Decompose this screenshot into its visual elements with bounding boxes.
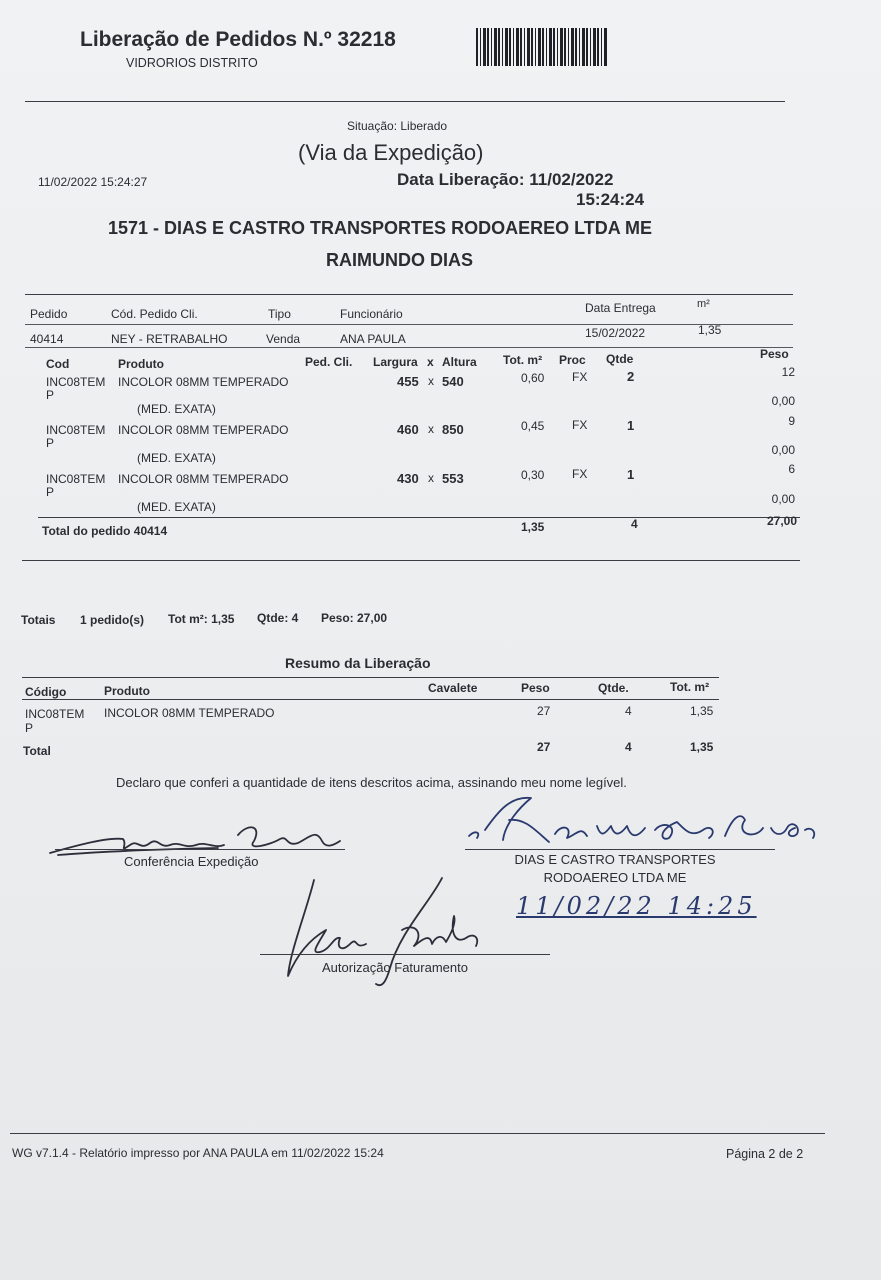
item-produto: INCOLOR 08MM TEMPERADO bbox=[118, 472, 289, 486]
items-col-qtde: Qtde bbox=[606, 352, 634, 366]
signature-line bbox=[55, 849, 345, 850]
summary-peso: 27 bbox=[537, 704, 551, 718]
summary-cod-suffix: P bbox=[25, 721, 34, 735]
divider bbox=[22, 560, 800, 561]
summary-total-peso: 27 bbox=[537, 740, 551, 754]
items-col-peso: Peso bbox=[760, 347, 789, 361]
item-proc: FX bbox=[572, 418, 588, 432]
item-qtde: 1 bbox=[627, 467, 635, 482]
totals-label: Totais bbox=[21, 613, 56, 627]
item-cod: INC08TEM bbox=[46, 375, 106, 389]
release-time: 15:24:24 bbox=[576, 190, 645, 209]
items-col-tot-m2: Tot. m² bbox=[503, 353, 543, 367]
item-peso-extra: 0,00 bbox=[771, 394, 795, 408]
col-cod-pedido-cli: Cód. Pedido Cli. bbox=[111, 307, 198, 321]
signature-line bbox=[260, 954, 550, 955]
order-total-label: Total do pedido 40414 bbox=[42, 524, 168, 538]
order-type: Venda bbox=[266, 332, 301, 346]
item-obs: (MED. EXATA) bbox=[137, 402, 216, 416]
faturamento-label: Autorização Faturamento bbox=[322, 960, 468, 975]
summary-col-cavalete: Cavalete bbox=[428, 681, 478, 695]
handwritten-signature-client bbox=[465, 790, 825, 852]
items-col-cod: Cod bbox=[46, 357, 70, 371]
totals-qtde: Qtde: 4 bbox=[257, 611, 299, 625]
items-col-largura: Largura bbox=[373, 355, 418, 369]
summary-total-qtde: 4 bbox=[625, 740, 632, 754]
item-tot: 0,60 bbox=[521, 371, 545, 385]
order-delivery-date: 15/02/2022 bbox=[585, 326, 646, 340]
item-cod: INC08TEM bbox=[46, 472, 106, 486]
col-m2: m² bbox=[697, 298, 710, 310]
col-tipo: Tipo bbox=[268, 307, 291, 321]
item-largura: 460 bbox=[397, 422, 419, 437]
items-col-produto: Produto bbox=[118, 357, 164, 371]
item-peso: 12 bbox=[781, 365, 795, 379]
order-total-m2: 1,35 bbox=[521, 520, 545, 534]
item-produto: INCOLOR 08MM TEMPERADO bbox=[118, 423, 289, 437]
divider bbox=[25, 324, 793, 325]
item-proc: FX bbox=[572, 370, 588, 384]
item-largura: 455 bbox=[397, 374, 419, 389]
summary-col-codigo: Código bbox=[25, 685, 67, 699]
order-total-qtde: 4 bbox=[631, 517, 638, 531]
summary-qtde: 4 bbox=[625, 704, 632, 718]
item-cod-suffix: P bbox=[46, 485, 55, 499]
totals-m2: Tot m²: 1,35 bbox=[168, 612, 235, 626]
items-col-proc: Proc bbox=[559, 353, 586, 367]
divider bbox=[22, 677, 719, 678]
item-cod-suffix: P bbox=[46, 388, 55, 402]
divider bbox=[10, 1133, 825, 1134]
summary-col-peso: Peso bbox=[521, 681, 550, 695]
item-x: x bbox=[428, 374, 434, 388]
summary-col-produto: Produto bbox=[104, 684, 150, 698]
order-total-peso: 27,00 bbox=[766, 514, 797, 528]
order-number: 40414 bbox=[30, 332, 64, 346]
totals-peso: Peso: 27,00 bbox=[321, 611, 388, 625]
document-title: Liberação de Pedidos N.º 32218 bbox=[80, 28, 396, 51]
item-peso-extra: 0,00 bbox=[771, 443, 795, 457]
summary-produto: INCOLOR 08MM TEMPERADO bbox=[104, 706, 275, 720]
barcode-icon bbox=[476, 28, 608, 66]
item-altura: 540 bbox=[442, 374, 464, 389]
item-obs: (MED. EXATA) bbox=[137, 451, 216, 465]
summary-cod: INC08TEM bbox=[25, 707, 85, 721]
release-date: Data Liberação: 11/02/2022 bbox=[397, 170, 614, 189]
order-m2: 1,35 bbox=[698, 323, 722, 337]
client-name: 1571 - DIAS E CASTRO TRANSPORTES RODOAEREO LTDA ME bbox=[108, 218, 653, 238]
col-funcionario: Funcionário bbox=[340, 307, 403, 321]
order-client-code: NEY - RETRABALHO bbox=[111, 332, 228, 346]
printed-at: 11/02/2022 15:24:27 bbox=[38, 175, 148, 189]
items-col-x: x bbox=[427, 355, 434, 369]
page-number: Página 2 de 2 bbox=[726, 1147, 804, 1161]
client-contact: RAIMUNDO DIAS bbox=[326, 250, 473, 270]
item-tot: 0,45 bbox=[521, 419, 545, 433]
item-qtde: 2 bbox=[627, 369, 635, 384]
item-largura: 430 bbox=[397, 471, 419, 486]
item-peso-extra: 0,00 bbox=[771, 492, 795, 506]
copy-label: (Via da Expedição) bbox=[298, 140, 484, 165]
item-qtde: 1 bbox=[627, 418, 635, 433]
item-proc: FX bbox=[572, 467, 588, 481]
divider bbox=[25, 347, 793, 348]
summary-total-tot: 1,35 bbox=[690, 740, 714, 754]
item-peso: 9 bbox=[788, 414, 795, 428]
col-data-entrega: Data Entrega bbox=[585, 301, 656, 315]
signature-line bbox=[465, 849, 775, 850]
summary-col-tot-m2: Tot. m² bbox=[670, 680, 710, 694]
item-x: x bbox=[428, 422, 434, 436]
summary-tot: 1,35 bbox=[690, 704, 714, 718]
handwritten-date: 11/02/22 14:25 bbox=[516, 892, 757, 920]
item-altura: 850 bbox=[442, 422, 464, 437]
item-cod-suffix: P bbox=[46, 436, 55, 450]
declaration-text: Declaro que conferi a quantidade de itens descritos acima, assinando meu nome legível. bbox=[116, 775, 627, 790]
footer-report-info: WG v7.1.4 - Relatório impresso por ANA PAULA em 11/02/2022 15:24 bbox=[12, 1146, 384, 1160]
items-col-ped-cli: Ped. Cli. bbox=[305, 355, 353, 369]
item-produto: INCOLOR 08MM TEMPERADO bbox=[118, 375, 289, 389]
item-obs: (MED. EXATA) bbox=[137, 500, 216, 514]
totals-pedidos: 1 pedido(s) bbox=[80, 613, 145, 627]
item-peso: 6 bbox=[788, 462, 795, 476]
item-altura: 553 bbox=[442, 471, 464, 486]
divider bbox=[22, 699, 719, 700]
summary-title: Resumo da Liberação bbox=[285, 655, 431, 671]
conferencia-label: Conferência Expedição bbox=[124, 854, 259, 869]
summary-total-label: Total bbox=[23, 744, 51, 758]
summary-col-qtde: Qtde. bbox=[598, 681, 629, 695]
item-tot: 0,30 bbox=[521, 468, 545, 482]
divider bbox=[38, 517, 800, 518]
col-pedido: Pedido bbox=[30, 307, 68, 321]
divider bbox=[25, 294, 793, 295]
items-col-altura: Altura bbox=[442, 355, 477, 369]
divider bbox=[25, 101, 785, 102]
client-signature-name-line1: DIAS E CASTRO TRANSPORTES bbox=[514, 852, 716, 867]
item-x: x bbox=[428, 471, 434, 485]
situation-label: Situação: Liberado bbox=[347, 119, 448, 133]
item-cod: INC08TEM bbox=[46, 423, 106, 437]
order-employee: ANA PAULA bbox=[340, 332, 406, 346]
company-name: VIDRORIOS DISTRITO bbox=[126, 56, 258, 70]
client-signature-name-line2: RODOAEREO LTDA ME bbox=[543, 870, 687, 885]
